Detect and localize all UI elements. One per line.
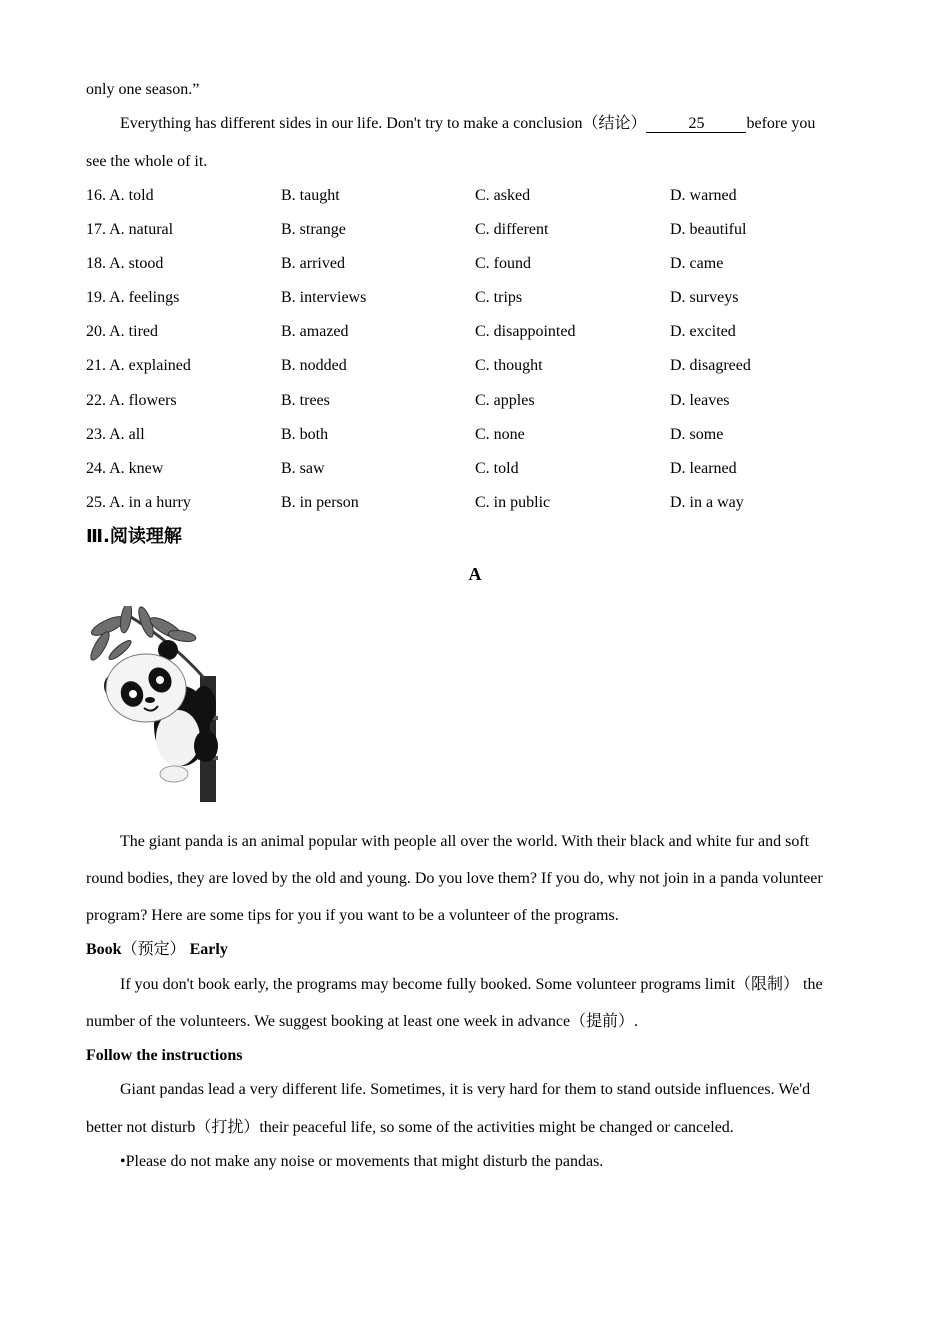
option-row	[86, 459, 866, 479]
passage-line: only one season.”	[86, 81, 200, 98]
option-d: D. learned	[670, 460, 737, 477]
option-b: B. trees	[281, 392, 330, 409]
passage-text: Everything has different sides in our life. Don't try to make a conclusion（结论）	[120, 115, 647, 132]
option-b: B. arrived	[281, 255, 345, 272]
paragraph-line: better not disturb（打扰）their peaceful life, so some of the activities might be changed or canceled.	[86, 1119, 734, 1136]
subheading-follow-instructions: Follow the instructions	[86, 1047, 243, 1064]
panda-illustration	[86, 606, 226, 802]
option-row	[86, 254, 866, 274]
option-b: B. both	[281, 426, 329, 443]
paragraph-line: If you don't book early, the programs may become fully booked. Some volunteer programs limit（限制） the	[120, 976, 823, 993]
option-c: C. told	[475, 460, 519, 477]
option-a: 22. A. flowers	[86, 392, 177, 409]
option-c: C. none	[475, 426, 525, 443]
option-a: 16. A. told	[86, 187, 154, 204]
option-row	[86, 288, 866, 308]
paragraph-line: Giant pandas lead a very different life. Sometimes, it is very hard for them to stand outside influences. We'd	[120, 1081, 811, 1098]
option-a: 21. A. explained	[86, 357, 191, 374]
option-row	[86, 493, 866, 513]
option-c: C. in public	[475, 494, 551, 511]
option-a: 25. A. in a hurry	[86, 494, 191, 511]
passage-text: before you	[746, 115, 816, 132]
option-a: 18. A. stood	[86, 255, 164, 272]
option-row	[86, 220, 866, 240]
option-b: B. in person	[281, 494, 359, 511]
section-title: Ⅲ.阅读理解	[86, 526, 182, 547]
bullet-item: •Please do not make any noise or movements that might disturb the pandas.	[120, 1153, 604, 1170]
option-c: C. asked	[475, 187, 531, 204]
subheading-text: Book	[86, 941, 122, 958]
answer-blank: 25	[646, 116, 746, 133]
option-d: D. came	[670, 255, 724, 272]
option-d: D. beautiful	[670, 221, 747, 238]
subheading-gloss: （预定）	[121, 941, 186, 958]
option-d: D. leaves	[670, 392, 730, 409]
option-c: C. apples	[475, 392, 535, 409]
paragraph-line: round bodies, they are loved by the old and young. Do you love them? If you do, why not join in a panda volunteer	[86, 870, 823, 887]
option-row	[86, 391, 866, 411]
paragraph-line: The giant panda is an animal popular with people all over the world. With their black and white fur and soft	[120, 833, 810, 850]
option-d: D. excited	[670, 323, 736, 340]
option-row	[86, 425, 866, 445]
option-b: B. interviews	[281, 289, 367, 306]
option-d: D. some	[670, 426, 724, 443]
option-b: B. saw	[281, 460, 325, 477]
paragraph-line: number of the volunteers. We suggest booking at least one week in advance（提前）.	[86, 1013, 639, 1030]
part-label: A	[468, 564, 482, 584]
option-a: 19. A. feelings	[86, 289, 180, 306]
option-row	[86, 356, 866, 376]
option-a: 20. A. tired	[86, 323, 158, 340]
option-b: B. taught	[281, 187, 340, 204]
option-row	[86, 322, 866, 342]
option-d: D. warned	[670, 187, 737, 204]
option-d: D. disagreed	[670, 357, 751, 374]
paragraph-line: program? Here are some tips for you if you want to be a volunteer of the programs.	[86, 907, 619, 924]
option-c: C. different	[475, 221, 549, 238]
option-a: 23. A. all	[86, 426, 145, 443]
option-d: D. surveys	[670, 289, 739, 306]
option-b: B. strange	[281, 221, 346, 238]
passage-line: see the whole of it.	[86, 153, 208, 170]
passage-line	[120, 114, 815, 134]
option-c: C. found	[475, 255, 531, 272]
option-d: D. in a way	[670, 494, 744, 511]
option-c: C. thought	[475, 357, 543, 374]
option-row	[86, 186, 866, 206]
option-c: C. trips	[475, 289, 523, 306]
subheading-text: Early	[185, 941, 228, 958]
option-b: B. nodded	[281, 357, 347, 374]
option-a: 17. A. natural	[86, 221, 174, 238]
subheading-book-early	[86, 940, 228, 960]
option-a: 24. A. knew	[86, 460, 164, 477]
option-b: B. amazed	[281, 323, 349, 340]
option-c: C. disappointed	[475, 323, 576, 340]
